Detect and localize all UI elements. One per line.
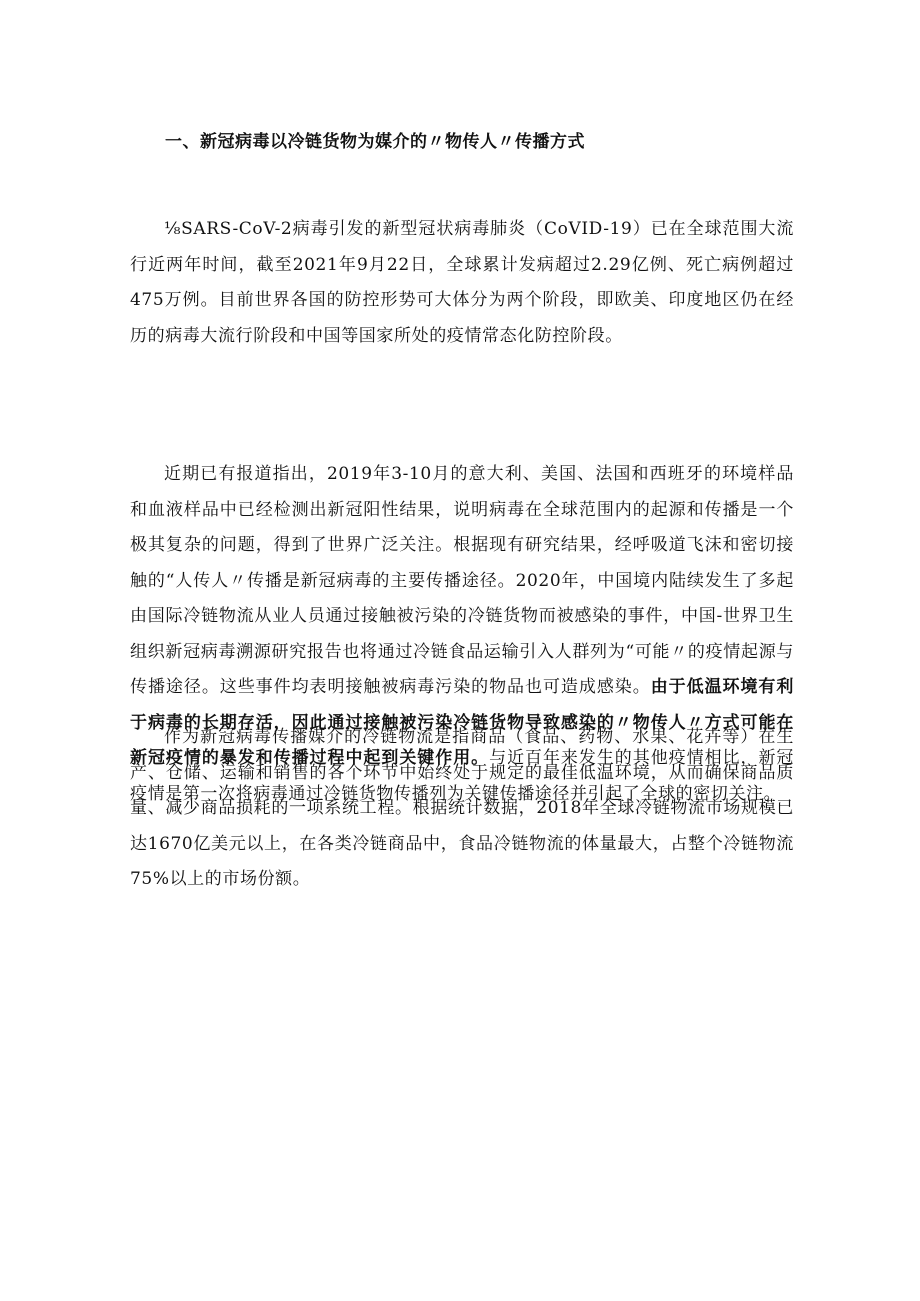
section-heading: 一、新冠病毒以冷链货物为媒介的〃物传人〃传播方式 xyxy=(165,132,585,152)
paragraph-text-intro: 近期已有报道指出，2019年3-10月的意大利、美国、法国和西班牙的环境样品和血液样品中已经检测出新冠阳性结果，说明病毒在全球范围内的起源和传播是一个极其复杂的问题，得到了世界广泛关注。根据现有研究结果，经呼吸道飞沫和密切接触的“人传人〃传播是新冠病毒的主要传播途径。2020年，中国境内陆续发生了多起由国际冷链物流从业人员通过接触被污染的冷链货物而被感染的事件，中国-世界卫生组织新冠病毒溯源研究报告也将通过冷链食品运输引入人群列为“可能〃的疫情起源与传播途径。这些事件均表明接触被病毒污染的物品也可造成感染。 xyxy=(130,464,794,697)
paragraph-cold-chain-definition: 作为新冠病毒传播媒介的冷链物流是指商品（食品、药物、水果、花卉等）在生产、仓储、运输和销售的各个环节中始终处于规定的最佳低温环境，从而确保商品质量、减少商品损耗的一项系统工程。根据统计数据，2018年全球冷链物流市场规模已达1670亿美元以上，在各类冷链商品中，食品冷链物流的体量最大，占整个冷链物流75%以上的市场份额。 xyxy=(130,727,794,889)
paragraph-text-conclusion: 与近百年来发生的其他疫情相比，新冠疫情是第一次将病毒通过冷链货物传播列为关键传播途径并引起了全球的密切关注。 xyxy=(130,748,794,804)
paragraph-text-emphasis: 由于低温环境有利于病毒的长期存活，因此通过接触被污染冷链货物导致感染的〃物传人〃方式可能在新冠疫情的暴发和传播过程中起到关键作用。 xyxy=(130,677,794,768)
paragraph-pandemic-overview: ⅛SARS-CoV-2病毒引发的新型冠状病毒肺炎（CoVID-19）已在全球范围大流行近两年时间，截至2021年9月22日，全球累计发病超过2.29亿例、死亡病例超过475万例。目前世界各国的防控形势可大体分为两个阶段，即欧美、印度地区仍在经历的病毒大流行阶段和中国等国家所处的疫情常态化防控阶段。 xyxy=(130,219,794,346)
